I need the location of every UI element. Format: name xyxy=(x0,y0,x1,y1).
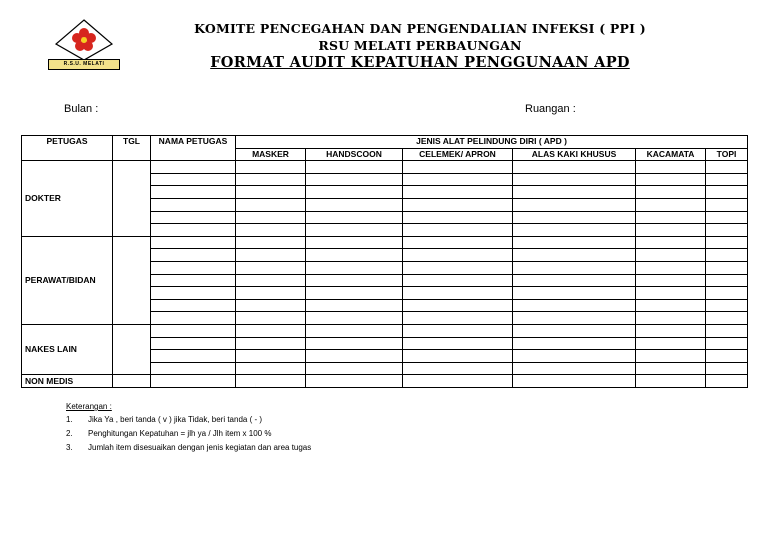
hospital-name: RSU MELATI PERBAUNGAN xyxy=(318,38,522,53)
apd-check-cell[interactable] xyxy=(403,287,513,300)
table-row xyxy=(22,375,748,388)
apd-check-cell[interactable] xyxy=(636,198,706,211)
apd-check-cell[interactable] xyxy=(636,350,706,363)
apd-check-cell[interactable] xyxy=(403,312,513,325)
apd-check-cell[interactable] xyxy=(403,324,513,337)
apd-check-cell[interactable] xyxy=(513,236,636,249)
apd-check-cell[interactable] xyxy=(513,324,636,337)
apd-check-cell[interactable] xyxy=(403,249,513,262)
apd-check-cell[interactable] xyxy=(236,198,306,211)
apd-check-cell[interactable] xyxy=(236,362,306,375)
apd-check-cell[interactable] xyxy=(513,173,636,186)
table-row xyxy=(22,236,748,249)
nama-petugas-cell[interactable] xyxy=(151,249,236,262)
apd-check-cell[interactable] xyxy=(306,186,403,199)
apd-check-cell[interactable] xyxy=(236,287,306,300)
col-masker: MASKER xyxy=(236,148,306,161)
apd-check-cell[interactable] xyxy=(636,161,706,174)
apd-check-cell[interactable] xyxy=(636,375,706,388)
apd-check-cell[interactable] xyxy=(706,299,748,312)
category-non-medis: NON MEDIS xyxy=(22,375,113,388)
hospital-logo xyxy=(48,18,120,70)
apd-check-cell[interactable] xyxy=(236,375,306,388)
nama-petugas-cell[interactable] xyxy=(151,375,236,388)
note-item xyxy=(66,443,311,452)
melati-flower-icon xyxy=(48,18,120,62)
logo-label: R.S.U. MELATI xyxy=(48,59,120,70)
apd-check-cell[interactable] xyxy=(306,274,403,287)
apd-check-cell[interactable] xyxy=(306,161,403,174)
form-title: FORMAT AUDIT KEPATUHAN PENGGUNAAN APD xyxy=(210,54,630,71)
category-dokter: DOKTER xyxy=(22,161,113,237)
apd-check-cell[interactable] xyxy=(706,324,748,337)
apd-check-cell[interactable] xyxy=(306,299,403,312)
note-item xyxy=(66,429,311,438)
apd-check-cell[interactable] xyxy=(513,274,636,287)
apd-check-cell[interactable] xyxy=(513,249,636,262)
apd-check-cell[interactable] xyxy=(236,173,306,186)
apd-check-cell[interactable] xyxy=(306,236,403,249)
apd-check-cell[interactable] xyxy=(706,350,748,363)
apd-check-cell[interactable] xyxy=(403,375,513,388)
apd-check-cell[interactable] xyxy=(636,236,706,249)
apd-check-cell[interactable] xyxy=(236,350,306,363)
apd-check-cell[interactable] xyxy=(403,236,513,249)
apd-check-cell[interactable] xyxy=(306,211,403,224)
tgl-cell[interactable] xyxy=(113,375,151,388)
col-topi: TOPI xyxy=(706,148,748,161)
apd-check-cell[interactable] xyxy=(236,161,306,174)
apd-check-cell[interactable] xyxy=(403,350,513,363)
nama-petugas-cell[interactable] xyxy=(151,236,236,249)
apd-check-cell[interactable] xyxy=(706,287,748,300)
apd-check-cell[interactable] xyxy=(306,249,403,262)
apd-check-cell[interactable] xyxy=(306,324,403,337)
apd-check-cell[interactable] xyxy=(306,287,403,300)
nama-petugas-cell[interactable] xyxy=(151,186,236,199)
apd-check-cell[interactable] xyxy=(236,211,306,224)
apd-check-cell[interactable] xyxy=(636,299,706,312)
apd-check-cell[interactable] xyxy=(403,186,513,199)
ruangan-field-label: Ruangan : xyxy=(525,103,576,115)
apd-check-cell[interactable] xyxy=(706,198,748,211)
apd-check-cell[interactable] xyxy=(306,173,403,186)
category-nakes-lain: NAKES LAIN xyxy=(22,324,113,374)
apd-check-cell[interactable] xyxy=(636,287,706,300)
apd-check-cell[interactable] xyxy=(236,186,306,199)
apd-check-cell[interactable] xyxy=(306,224,403,237)
apd-check-cell[interactable] xyxy=(706,312,748,325)
apd-check-cell[interactable] xyxy=(706,161,748,174)
apd-check-cell[interactable] xyxy=(513,211,636,224)
apd-check-cell[interactable] xyxy=(403,198,513,211)
tgl-cell[interactable] xyxy=(113,236,151,324)
apd-check-cell[interactable] xyxy=(236,249,306,262)
apd-check-cell[interactable] xyxy=(636,362,706,375)
notes-title: Keterangan : xyxy=(66,402,112,411)
apd-check-cell[interactable] xyxy=(306,362,403,375)
apd-check-cell[interactable] xyxy=(403,173,513,186)
table-row xyxy=(22,161,748,174)
table-row xyxy=(22,324,748,337)
apd-check-cell[interactable] xyxy=(403,299,513,312)
nama-petugas-cell[interactable] xyxy=(151,274,236,287)
apd-check-cell[interactable] xyxy=(403,337,513,350)
apd-check-cell[interactable] xyxy=(706,173,748,186)
apd-check-cell[interactable] xyxy=(706,211,748,224)
note-text: Penghitungan Kepatuhan = jlh ya / Jlh item x 100 % xyxy=(88,429,272,438)
note-number: 2. xyxy=(66,429,73,438)
apd-check-cell[interactable] xyxy=(706,337,748,350)
col-kacamata: KACAMATA xyxy=(636,148,706,161)
nama-petugas-cell[interactable] xyxy=(151,362,236,375)
audit-table xyxy=(21,135,748,388)
col-handscoon: HANDSCOON xyxy=(306,148,403,161)
apd-check-cell[interactable] xyxy=(706,236,748,249)
apd-check-cell[interactable] xyxy=(636,186,706,199)
apd-check-cell[interactable] xyxy=(513,261,636,274)
audit-table-body xyxy=(22,161,748,388)
nama-petugas-cell[interactable] xyxy=(151,287,236,300)
nama-petugas-cell[interactable] xyxy=(151,299,236,312)
apd-check-cell[interactable] xyxy=(236,337,306,350)
apd-check-cell[interactable] xyxy=(636,312,706,325)
apd-check-cell[interactable] xyxy=(306,350,403,363)
nama-petugas-cell[interactable] xyxy=(151,261,236,274)
apd-check-cell[interactable] xyxy=(236,312,306,325)
apd-check-cell[interactable] xyxy=(513,350,636,363)
apd-check-cell[interactable] xyxy=(636,211,706,224)
col-celemek-apron: CELEMEK/ APRON xyxy=(403,148,513,161)
apd-check-cell[interactable] xyxy=(513,312,636,325)
apd-check-cell[interactable] xyxy=(636,224,706,237)
nama-petugas-cell[interactable] xyxy=(151,173,236,186)
tgl-cell[interactable] xyxy=(113,324,151,374)
tgl-cell[interactable] xyxy=(113,161,151,237)
notes-section xyxy=(66,402,311,457)
apd-check-cell[interactable] xyxy=(513,287,636,300)
table-header-row xyxy=(22,136,748,149)
nama-petugas-cell[interactable] xyxy=(151,224,236,237)
apd-check-cell[interactable] xyxy=(513,186,636,199)
apd-check-cell[interactable] xyxy=(636,261,706,274)
apd-check-cell[interactable] xyxy=(403,274,513,287)
apd-check-cell[interactable] xyxy=(636,249,706,262)
nama-petugas-cell[interactable] xyxy=(151,198,236,211)
apd-check-cell[interactable] xyxy=(513,299,636,312)
apd-check-cell[interactable] xyxy=(706,362,748,375)
note-item xyxy=(66,415,311,424)
apd-check-cell[interactable] xyxy=(236,324,306,337)
bulan-field-label: Bulan : xyxy=(64,103,99,115)
apd-check-cell[interactable] xyxy=(636,173,706,186)
apd-check-cell[interactable] xyxy=(403,261,513,274)
nama-petugas-cell[interactable] xyxy=(151,312,236,325)
apd-check-cell[interactable] xyxy=(636,324,706,337)
apd-check-cell[interactable] xyxy=(706,186,748,199)
apd-check-cell[interactable] xyxy=(636,274,706,287)
committee-title: KOMITE PENCEGAHAN DAN PENGENDALIAN INFEKSI ( PPI ) xyxy=(194,21,646,36)
apd-check-cell[interactable] xyxy=(306,198,403,211)
nama-petugas-cell[interactable] xyxy=(151,350,236,363)
col-petugas: PETUGAS xyxy=(22,136,113,161)
apd-check-cell[interactable] xyxy=(306,375,403,388)
apd-check-cell[interactable] xyxy=(236,236,306,249)
apd-check-cell[interactable] xyxy=(403,161,513,174)
nama-petugas-cell[interactable] xyxy=(151,324,236,337)
note-number: 3. xyxy=(66,443,73,452)
note-number: 1. xyxy=(66,415,73,424)
col-group-apd: JENIS ALAT PELINDUNG DIRI ( APD ) xyxy=(236,136,748,149)
apd-check-cell[interactable] xyxy=(636,337,706,350)
category-perawat-bidan: PERAWAT/BIDAN xyxy=(22,236,113,324)
nama-petugas-cell[interactable] xyxy=(151,337,236,350)
apd-check-cell[interactable] xyxy=(706,224,748,237)
note-text: Jumlah item disesuaikan dengan jenis kegiatan dan area tugas xyxy=(88,443,312,452)
apd-check-cell[interactable] xyxy=(513,337,636,350)
nama-petugas-cell[interactable] xyxy=(151,161,236,174)
apd-check-cell[interactable] xyxy=(513,375,636,388)
apd-check-cell[interactable] xyxy=(706,261,748,274)
apd-check-cell[interactable] xyxy=(236,299,306,312)
apd-check-cell[interactable] xyxy=(403,362,513,375)
apd-check-cell[interactable] xyxy=(706,274,748,287)
col-alas-kaki-khusus: ALAS KAKI KHUSUS xyxy=(513,148,636,161)
apd-check-cell[interactable] xyxy=(513,224,636,237)
nama-petugas-cell[interactable] xyxy=(151,211,236,224)
apd-check-cell[interactable] xyxy=(236,274,306,287)
apd-check-cell[interactable] xyxy=(513,198,636,211)
apd-check-cell[interactable] xyxy=(403,211,513,224)
apd-check-cell[interactable] xyxy=(513,161,636,174)
note-text: Jika Ya , beri tanda ( v ) jika Tidak, beri tanda ( - ) xyxy=(88,415,262,424)
apd-check-cell[interactable] xyxy=(236,224,306,237)
col-nama-petugas: NAMA PETUGAS xyxy=(151,136,236,161)
apd-check-cell[interactable] xyxy=(706,249,748,262)
apd-check-cell[interactable] xyxy=(306,337,403,350)
apd-check-cell[interactable] xyxy=(513,362,636,375)
apd-check-cell[interactable] xyxy=(306,261,403,274)
apd-check-cell[interactable] xyxy=(306,312,403,325)
apd-check-cell[interactable] xyxy=(403,224,513,237)
apd-check-cell[interactable] xyxy=(236,261,306,274)
apd-check-cell[interactable] xyxy=(706,375,748,388)
col-tgl: TGL xyxy=(113,136,151,161)
